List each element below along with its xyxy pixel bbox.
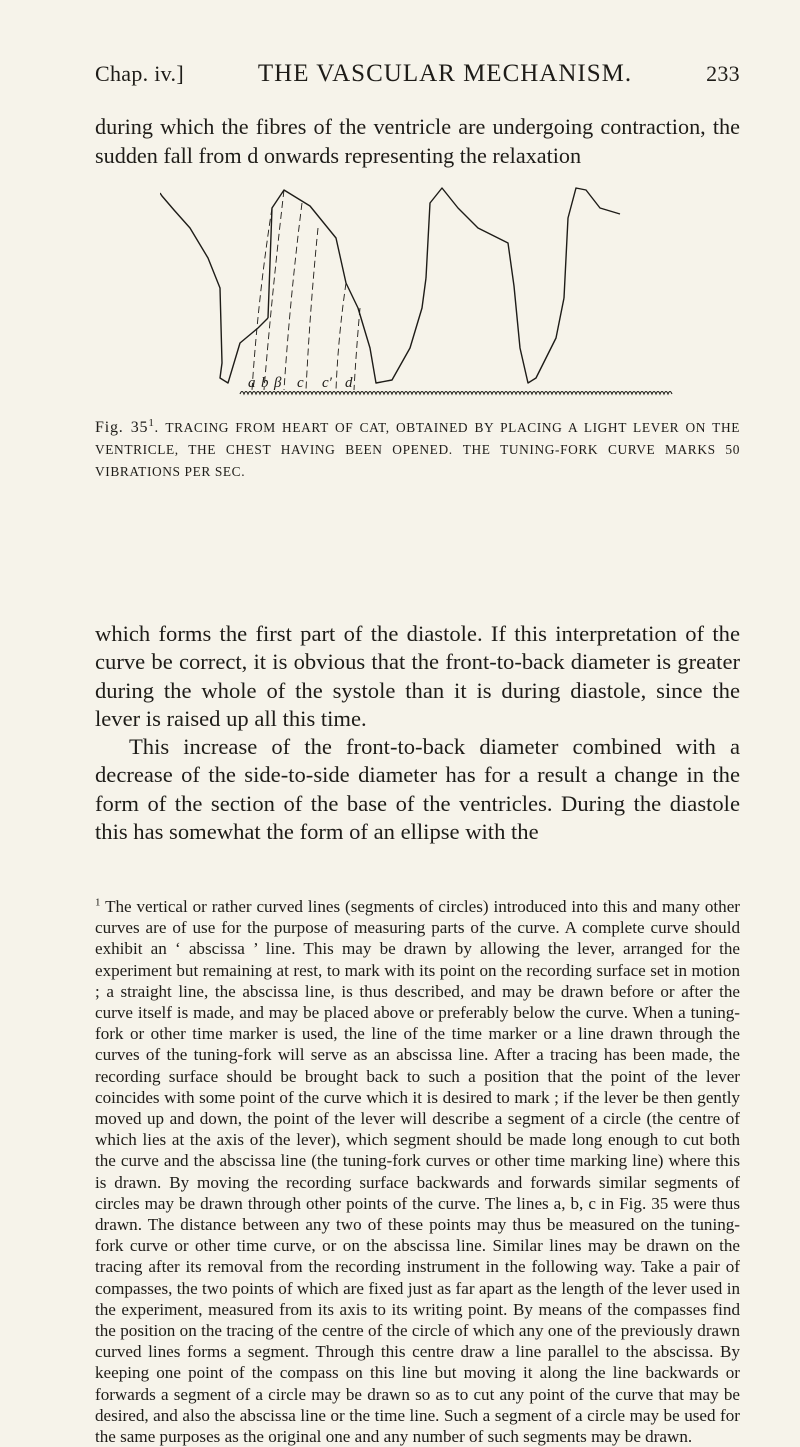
tuning-fork-curve — [240, 392, 672, 395]
chapter-ref: Chap. iv.] — [95, 61, 184, 86]
measure-arc-c2 — [336, 283, 346, 390]
paragraph-top: during which the fibres of the ventricle are undergoing contraction, the sudden fall from d onwards representing the relaxation — [95, 114, 740, 168]
heart-tracing-figure — [160, 168, 680, 398]
tracing-beat-3 — [426, 188, 564, 383]
paragraph-main-1: which forms the first part of the diastole. If this interpretation of the curve be correct, it is obvious that the front-to-back diameter is greater during the whole of the systole than it is during diastole, since the lever is raised up all this time. — [95, 621, 740, 731]
label-b: b — [261, 375, 269, 391]
caption-footnote-ref: 1 — [148, 417, 155, 430]
label-c-prime: c′ — [322, 375, 332, 391]
caption-text: TRACING FROM HEART OF CAT, OBTAINED BY PLACING A LIGHT LEVER ON THE VENTRICLE, THE CHEST HAVING BEEN OPENED. — [95, 420, 740, 457]
label-a: a — [248, 375, 256, 391]
footnote — [95, 896, 740, 1447]
measure-arc-b — [264, 190, 284, 390]
tracing-beat-1 — [160, 193, 268, 383]
running-title: THE VASCULAR MECHANISM. — [257, 60, 633, 87]
page-number: 233 — [706, 61, 740, 86]
tracing-beat-4 — [564, 188, 620, 298]
tracing-beat-2 — [268, 190, 426, 383]
running-head — [95, 60, 740, 94]
paragraph-main-2: This increase of the front-to-back diameter combined with a decrease of the side-to-side diameter has for a result a change in the form of the section of the base of the ventricles. During the diastole this has somewhat the form of an ellipse with the — [95, 734, 740, 845]
measure-arc-d — [354, 308, 360, 390]
measure-arc-beta — [284, 203, 302, 390]
figure-caption: Fig. 35$^1$. TRACING FROM HEART OF CAT, OBTAINED BY PLACING A LIGHT LEVER ON THE VENTRICLE, THE CHEST HAVING BEEN OPENED. THE TUNING-FORK CURVE MARKS 50 VIBRATIONS PER SEC. — [95, 417, 740, 479]
label-d: d — [345, 375, 353, 391]
heart-tracing-svg — [160, 168, 680, 398]
measure-arc-c — [306, 228, 318, 390]
caption-text-2: THE TUNING-FORK CURVE MARKS 50 VIBRATIONS PER SEC. — [95, 442, 740, 479]
caption-label: Fig. 35 — [95, 419, 149, 436]
label-c: c — [297, 375, 304, 391]
footnote-mark: 1 — [95, 896, 101, 909]
footnote-text: The vertical or rather curved lines (segments of circles) introduced into this and many other curves are of use for the purpose of measuring parts of the curve. A complete curve should exhibit an ‘ abscissa ’ line. This may be drawn by allowing the lever, arranged for the experiment but remaining at rest, to mark with its point on the recording surface set in motion ; a straight line, the abscissa line, is thus described, and may be drawn before or after the curve itself is made, and may be placed above or preferably below the curve. When a tuning-fork or other time marker is used, the line of the time marker or a line drawn through the curves of the tuning-fork will serve as an abscissa line. After a tracing has been made, the recording surface should be brought back to such a position that the point of the lever coincides with some point of the curve which it is desired to mark ; if the lever be then gently moved up and down, the point of the lever will describe a segment of a circle (the centre of which lies at the axis of the lever), which segment should be made long enough to cut both the curve and the abscissa line (the tuning-fork curves or other time marking line) where this is drawn. By moving the recording surface backwards and forwards similar segments of circles may be drawn through other points of the curve. The lines a, b, c in Fig. 35 were thus drawn. The distance between any two of these points may thus be measured on the tuning-fork curve or other time curve, or on the abscissa line. Similar lines may be drawn on the tracing after its removal from the recording instrument in the following way. Take a pair of compasses, the two points of which are fixed just as far apart as the length of the lever used in the experiment, measured from its axis to its writing point. By means of the compasses find the position on the tracing of the centre of the circle of which any one of the previously drawn curved lines forms a segment. Through this centre draw a line parallel to the abscissa. By keeping one point of the compass on this line but moving it along the line backwards or forwards a segment of a circle may be drawn so as to cut any point of the curve that may be desired, and also the abscissa line or the time line. Such a segment of a circle may be used for the same purposes as the original one and any number of such segments may be drawn. — [95, 897, 740, 1447]
label-beta: β — [274, 375, 282, 391]
main-text — [95, 620, 740, 846]
